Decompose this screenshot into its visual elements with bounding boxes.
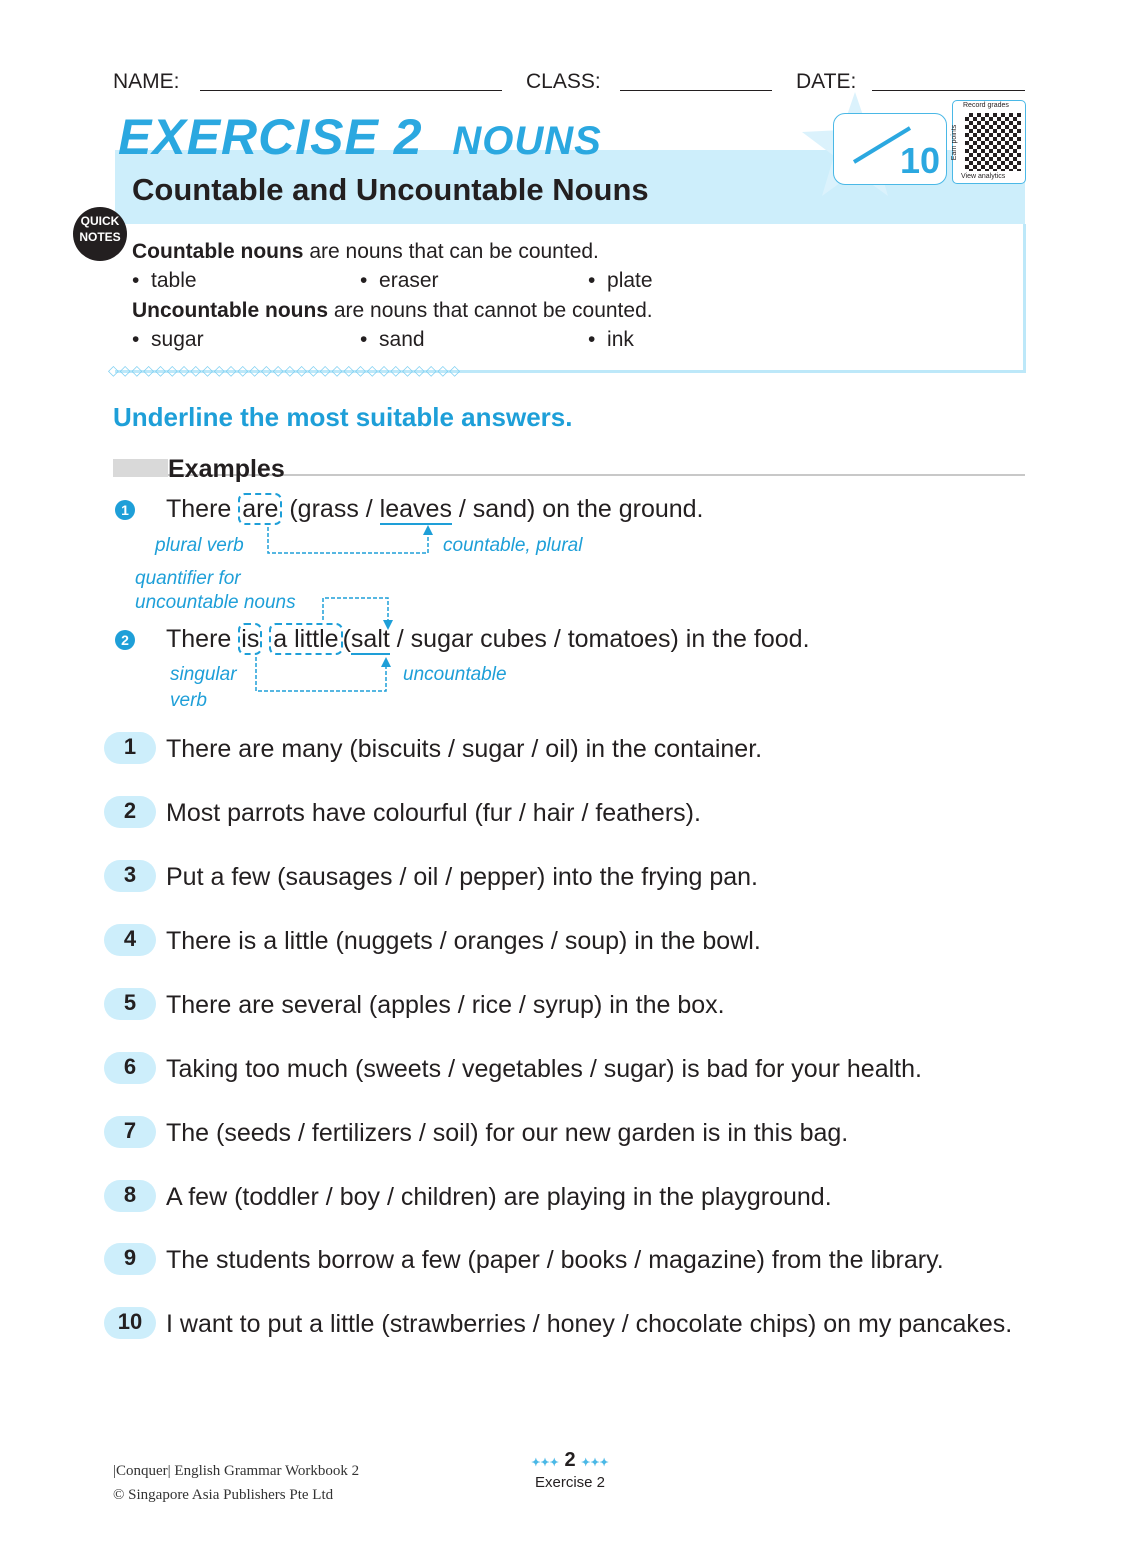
sparkle-icon: ✦✦✦ xyxy=(581,1457,609,1469)
word: (grass / xyxy=(289,495,373,523)
qr-bottom-label: View analytics xyxy=(961,173,1006,180)
question-8[interactable]: A few (toddler / boy / children) are playing in the playground. xyxy=(166,1183,832,1211)
example-word: sand xyxy=(379,328,425,351)
word: / sand) on the ground. xyxy=(458,495,704,523)
annotation-quantifier: quantifier for xyxy=(135,568,241,589)
name-field[interactable] xyxy=(200,90,502,91)
exercise-number: EXERCISE 2 xyxy=(118,109,423,165)
copyright: © Singapore Asia Publishers Pte Ltd xyxy=(113,1487,334,1503)
question-6[interactable]: Taking too much (sweets / vegetables / sugar) is bad for your health. xyxy=(166,1055,922,1083)
instruction: Underline the most suitable answers. xyxy=(113,402,573,432)
examples-bar xyxy=(113,459,168,477)
footer-exercise: Exercise 2 xyxy=(534,1474,606,1491)
badge-line-2: NOTES xyxy=(79,230,121,244)
example-word: eraser xyxy=(379,269,439,292)
countable-def: are nouns that can be counted. xyxy=(303,240,599,263)
countable-definition xyxy=(132,240,599,264)
diamond-border-decoration: ◇◇◇◇◇◇◇◇◇◇◇◇◇◇◇◇◇◇◇◇◇◇◇◇◇◇◇◇◇◇ xyxy=(108,362,461,378)
example-word: plate xyxy=(607,269,653,292)
page-subtitle: Countable and Uncountable Nouns xyxy=(132,172,649,207)
underlined-answer: leaves xyxy=(379,495,452,523)
qr-code-icon xyxy=(965,113,1021,171)
example-uncountable-2: • sand xyxy=(360,328,425,351)
sparkle-icon: ✦✦✦ xyxy=(531,1457,559,1469)
question-number: 5 xyxy=(104,988,156,1020)
example-2-sentence xyxy=(166,625,810,654)
examples-heading: Examples xyxy=(168,455,285,483)
annotation-countable-plural: countable, plural xyxy=(443,535,583,556)
countable-term: Countable nouns xyxy=(132,240,304,263)
annotation-plural-verb: plural verb xyxy=(155,535,244,556)
uncountable-def: are nouns that cannot be counted. xyxy=(328,299,653,322)
example-uncountable-3: • ink xyxy=(588,328,634,351)
example-uncountable-1: • sugar xyxy=(132,328,204,351)
question-number: 1 xyxy=(104,732,156,764)
question-number: 9 xyxy=(104,1243,156,1275)
exercise-title xyxy=(118,108,602,166)
question-number: 10 xyxy=(104,1307,156,1339)
qr-code-box[interactable] xyxy=(952,100,1026,184)
class-field[interactable] xyxy=(620,90,772,91)
example-2-number: 2 xyxy=(115,630,135,650)
name-label: NAME: xyxy=(113,70,180,93)
exercise-topic: NOUNS xyxy=(452,119,602,163)
example-countable-2: • eraser xyxy=(360,269,439,292)
word: ( xyxy=(342,625,351,653)
example-countable-1: • table xyxy=(132,269,197,292)
question-2[interactable]: Most parrots have colourful (fur / hair / feathers). xyxy=(166,799,701,827)
question-5[interactable]: There are several (apples / rice / syrup) in the box. xyxy=(166,991,725,1019)
score-box xyxy=(833,113,947,185)
question-10[interactable]: I want to put a little (strawberries / honey / chocolate chips) on my pancakes. xyxy=(166,1310,1013,1338)
question-number: 4 xyxy=(104,924,156,956)
question-number: 3 xyxy=(104,860,156,892)
examples-divider xyxy=(168,474,1025,476)
example-word: table xyxy=(151,269,197,292)
uncountable-term: Uncountable nouns xyxy=(132,299,328,322)
annotation-quantifier-line-2: uncountable nouns xyxy=(135,592,296,613)
question-number: 2 xyxy=(104,796,156,828)
example-2-bottom-arrow-icon xyxy=(250,655,400,695)
example-countable-3: • plate xyxy=(588,269,653,292)
word: There xyxy=(166,625,232,653)
boxed-quantifier: a little xyxy=(269,623,342,655)
annotation-singular-verb-line-2: verb xyxy=(170,690,207,711)
underlined-answer: salt xyxy=(350,625,390,653)
word: There xyxy=(166,495,232,523)
boxed-verb: are xyxy=(238,493,282,525)
question-3[interactable]: Put a few (sausages / oil / pepper) into the frying pan. xyxy=(166,863,759,891)
example-word: sugar xyxy=(151,328,204,351)
score-total: 10 xyxy=(899,140,940,181)
uncountable-definition xyxy=(132,299,653,323)
question-number: 8 xyxy=(104,1180,156,1212)
quick-notes-badge xyxy=(73,207,127,261)
question-number: 6 xyxy=(104,1052,156,1084)
qr-side-label: Earn points xyxy=(951,124,959,161)
word: / sugar cubes / tomatoes) in the food. xyxy=(396,625,810,653)
question-9[interactable]: The students borrow a few (paper / books / magazine) from the library. xyxy=(166,1246,944,1274)
qr-top-label: Record grades xyxy=(963,102,1009,109)
example-1-number: 1 xyxy=(115,500,135,520)
annotation-uncountable: uncountable xyxy=(403,664,507,685)
example-1-sentence xyxy=(166,495,704,524)
question-number: 7 xyxy=(104,1116,156,1148)
date-label: DATE: xyxy=(796,70,857,93)
class-label: CLASS: xyxy=(526,70,601,93)
date-field[interactable] xyxy=(872,90,1025,91)
example-1-arrow-icon xyxy=(260,525,440,560)
boxed-verb: is xyxy=(238,623,262,655)
page-number-value: 2 xyxy=(564,1449,576,1471)
question-1[interactable]: There are many (biscuits / sugar / oil) in the container. xyxy=(166,735,763,763)
annotation-singular-verb: singular xyxy=(170,664,237,685)
question-7[interactable]: The (seeds / fertilizers / soil) for our new garden is in this bag. xyxy=(166,1119,849,1147)
question-4[interactable]: There is a little (nuggets / oranges / soup) in the bowl. xyxy=(166,927,761,955)
page-number xyxy=(520,1449,620,1472)
example-word: ink xyxy=(607,328,634,351)
book-title: |Conquer| English Grammar Workbook 2 xyxy=(113,1463,360,1479)
badge-line-1: QUICK xyxy=(80,214,120,228)
